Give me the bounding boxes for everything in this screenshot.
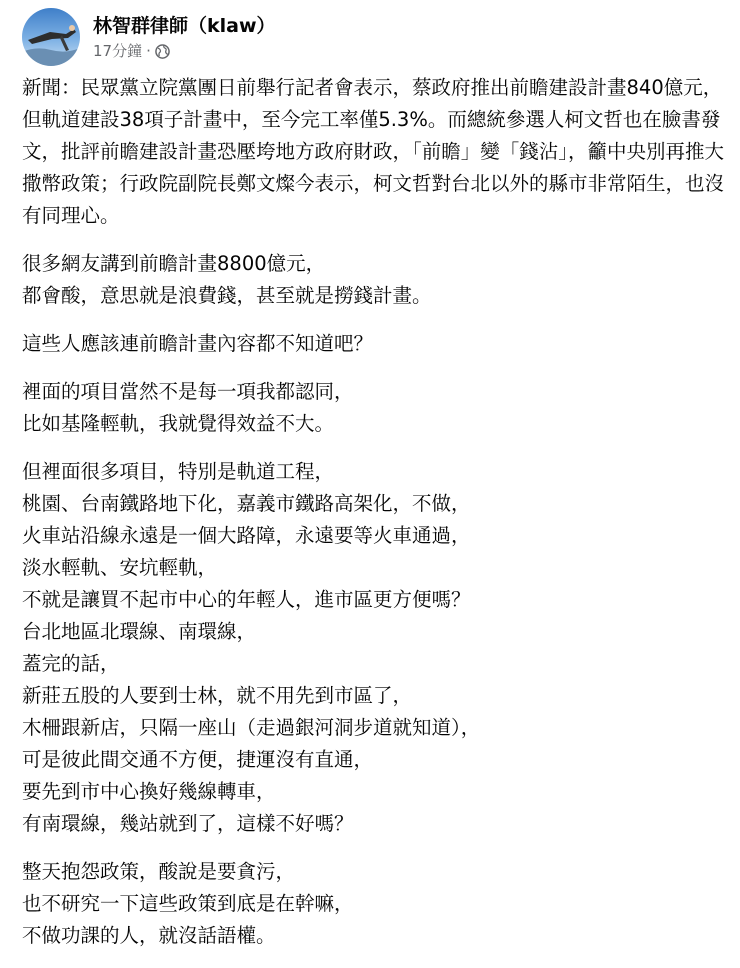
post-subline bbox=[93, 41, 276, 61]
post-header bbox=[22, 6, 276, 68]
author-name[interactable]: 林智群律師（klaw） bbox=[93, 15, 276, 37]
post-paragraph: 裡面的項目當然不是每一項我都認同， 比如基隆輕軌，我就覺得效益不大。 bbox=[22, 380, 354, 435]
post-paragraph: 這些人應該連前瞻計畫內容都不知道吧？ bbox=[22, 332, 374, 355]
profile-photo-icon bbox=[22, 8, 80, 66]
post-timestamp[interactable]: 17分鐘 bbox=[93, 42, 143, 60]
avatar[interactable] bbox=[22, 8, 80, 66]
post-meta bbox=[93, 13, 276, 61]
post-paragraph: 但裡面很多項目，特別是軌道工程， 桃園、台南鐵路地下化，嘉義市鐵路高架化，不做， 火車站沿線永遠是一個大路障，永遠要等火車通過， 淡水輕軌、安坑輕軌， 不就是讓買不起市中心的年輕人，進市區更方便嗎？ 台北地區北環線、南環線， 蓋完的話， 新莊五股的人要到士林，就不用先到市區了， 木柵跟新店，只隔一座山（走過銀河洞步道就知道）， 可是彼此間交通不方便，捷運沒有直通， 要先到市中心換好幾線轉車， 有南環線，幾站就到了，這樣不好嗎？ bbox=[22, 460, 481, 835]
globe-icon[interactable] bbox=[155, 44, 170, 59]
post-body bbox=[22, 72, 730, 968]
post-paragraph: 很多網友講到前瞻計畫8800億元， 都會酸，意思就是浪費錢，甚至就是撈錢計畫。 bbox=[22, 252, 432, 307]
post-paragraph: 整天抱怨政策，酸說是要貪污， 也不研究一下這些政策到底是在幹嘛， 不做功課的人，就沒話語權。 bbox=[22, 860, 354, 947]
post-paragraph: 新聞：民眾黨立院黨團日前舉行記者會表示，蔡政府推出前瞻建設計畫840億元，但軌道建設38項子計畫中，至今完工率僅5.3%。而總統參選人柯文哲也在臉書發文，批評前瞻建設計畫恐壓垮地方政府財政，「前瞻」變「錢沾」，籲中央別再推大撒幣政策；行政院副院長鄭文燦今表示，柯文哲對台北以外的縣市非常陌生，也沒有同理心。 bbox=[22, 76, 725, 227]
meta-separator: · bbox=[146, 42, 151, 60]
